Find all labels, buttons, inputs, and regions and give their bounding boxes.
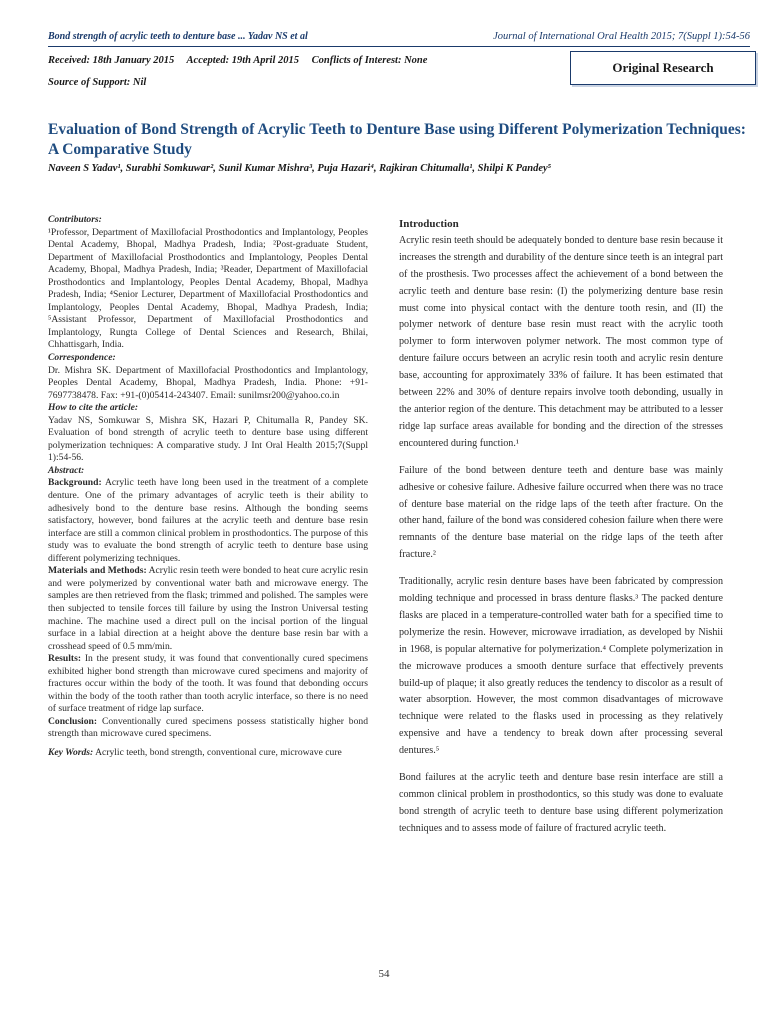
abstract-background bbox=[48, 477, 368, 565]
dates-line bbox=[48, 55, 437, 66]
abstract-methods bbox=[48, 565, 368, 653]
methods-label: Materials and Methods: bbox=[48, 565, 147, 577]
conclusion-label: Conclusion: bbox=[48, 715, 98, 727]
left-column bbox=[48, 214, 368, 760]
cite-heading: How to cite the article: bbox=[48, 402, 139, 414]
article-type-badge: Original Research bbox=[570, 51, 756, 85]
received-date: Received: 18th January 2015 bbox=[48, 55, 175, 66]
methods-text: Acrylic resin teeth were bonded to heat cure acrylic resin and were polymerized by conventional water bath and microwave energy. The samples are then retrieved from the flask; trimmed and polished. The samples were then subjected to tensile forces till failure by using the Instron Universal testing machine. The machine used a direct pull on the incisal portion of the lingual surface in a labial direction at a height above the denture base resin bar with a crosshead speed of 0.5 mm/min. bbox=[48, 565, 369, 652]
support-note: Source of Support: Nil bbox=[48, 77, 147, 88]
results-text: In the present study, it was found that conventionally cured specimens exhibited higher bond strength than microwave cured specimens and majority of fractures occur within the body of the tooth. It was found that debonding occurs within the body of the tooth rather than tooth acrylic interface, so there is no need of surface treatment of ridge lap surface. bbox=[48, 653, 368, 715]
page-number: 54 bbox=[378, 968, 390, 980]
contributors-text: ¹Professor, Department of Maxillofacial Prosthodontics and Implantology, Peoples Dental Academy, Bhopal, Madhya Pradesh, India; ²Post-graduate Student, Department of Maxillofacial Prosthodontics and Implantology, Peoples Dental Academy, Bhopal, Madhya Pradesh, India; ³Reader, Department of Maxillofacial Prosthodontics and Implantology, Peoples Dental Academy, Bhopal, Madhya Pradesh, India; ⁴Senior Lecturer, Department of Maxillofacial Prosthodontics and Implantology, Peoples Dental Academy, Bhopal, Madhya Pradesh, India; ⁵Assistant Professor, Department of Maxillofacial Prosthodontics and Implantology, Rungta College of Dental Sciences and Research, Bhilai, Chhattisgarh, India. bbox=[48, 226, 368, 351]
intro-paragraph-1: Acrylic resin teeth should be adequately bonded to denture base resin because it increases the strength and durability of the denture since teeth is an integral part of the prosthesis. Two processes affect the achievement of a bond between the acrylic teeth and denture base resin: (I) the polymerizing denture base resin must come into physical contact with the denture tooth resin, and (II) the polymer network of denture base resin must react with the acrylic tooth polymer to form interwoven polymer network. The most common type of denture failure occurs between an acrylic resin tooth and acrylic resin denture base, accounting for approximately 33% of failure. It has been estimated that between 22% and 30% of denture repairs involve tooth debonding, usually in the anterior region of the denture. This detachment may be attributed to a lesser ridge lap surface areas available for bonding and the direction of the stresses encountered during function.¹ bbox=[399, 234, 723, 449]
author-list: Naveen S Yadav¹, Surabhi Somkuwar², Sunil Kumar Mishra³, Puja Hazari⁴, Rajkiran Chitumalla¹, Shilpi K Pandey⁵ bbox=[48, 163, 552, 174]
background-text: Acrylic teeth have long been used in the treatment of a complete denture. One of the primary advantages of acrylic teeth is their ability to adhesively bond to the denture base resins. Although the bonding seems satisfactory, however, bond failures at the acrylic teeth and denture base resin interface are still a common clinical problem in prosthodontics. The purpose of this study was to evaluate the bond strength of acrylic teeth to denture base using different polymerizing techniques. bbox=[48, 477, 368, 564]
correspondence-heading: Correspondence: bbox=[48, 352, 116, 364]
results-label: Results: bbox=[48, 653, 82, 665]
abstract-heading: Abstract: bbox=[48, 464, 85, 476]
accepted-date: Accepted: 19th April 2015 bbox=[186, 55, 300, 66]
abstract-conclusion bbox=[48, 716, 368, 741]
background-label: Background: bbox=[48, 477, 102, 489]
conclusion-text: Conventionally cured specimens possess statistically higher bond strength than microwave cured specimens. bbox=[48, 715, 368, 740]
conflicts-note: Conflicts of Interest: None bbox=[311, 55, 428, 66]
running-header-right: Journal of International Oral Health 2015; 7(Suppl 1):54-56 bbox=[493, 31, 750, 42]
right-column bbox=[399, 216, 723, 848]
intro-paragraph-3: Traditionally, acrylic resin denture bases have been fabricated by compression molding technique and processed in brass denture flasks.³ The packed denture flasks are placed in a temperature-controlled water bath for a specified time to polymerize the resin. However, microwave irradiation, as developed by Nishii in 1968, is popular alternative for polymerization.⁴ Complete polymerization in the microwave produces a smooth denture surface that effectively prevents build-up of plaque; it also greatly reduces the tendency to discolor as a result of water absorption. However, the most common disadvantages of microwave technique were related to the flasks used in processing as they relatively expensive and have a tendency to break down after processing several dentures.⁵ bbox=[399, 576, 723, 757]
keywords-text: Acrylic teeth, bond strength, conventional cure, microwave cure bbox=[95, 746, 342, 758]
contributors-heading: Contributors: bbox=[48, 214, 102, 225]
intro-paragraph-4: Bond failures at the acrylic teeth and denture base resin interface are still a common clinical problem in prosthodontics, so this study was done to evaluate bond strength of acrylic teeth to denture base using different polymerization techniques and to assess mode of failure of fractured acrylic teeth. bbox=[399, 772, 723, 834]
intro-paragraph-2: Failure of the bond between denture teeth and denture base was mainly adhesive or cohesive failure. Adhesive failure occurred when there was no trace of denture base material on the ridge laps of the teeth after fracture. On the other hand, failure of the bond was considered cohesion failure when there were remnants of the denture base material on the ridge laps of the teeth after fracture.² bbox=[399, 464, 723, 561]
keywords bbox=[48, 747, 368, 760]
keywords-label: Key Words: bbox=[48, 746, 94, 758]
cite-text: Yadav NS, Somkuwar S, Mishra SK, Hazari P, Chitumalla R, Pandey SK. Evaluation of bond strength of acrylic teeth to denture base using different polymerization techniques: A comparative study. J Int Oral Health 2015;7(Suppl 1):54-56. bbox=[48, 414, 368, 464]
correspondence-text: Dr. Mishra SK. Department of Maxillofacial Prosthodontics and Implantology, Peoples Dental Academy, Bhopal, Madhya Pradesh, India. Phone: +91-7697738478. Fax: +91-(0)05414-243407. Email: sunilmsr200@yahoo.co.in bbox=[48, 364, 368, 401]
running-header-left: Bond strength of acrylic teeth to denture base ... Yadav NS et al bbox=[48, 31, 308, 42]
abstract-results bbox=[48, 653, 368, 716]
article-title: Evaluation of Bond Strength of Acrylic Teeth to Denture Base using Different Polymerization Techniques: A Comparative Study bbox=[48, 121, 746, 158]
header-rule bbox=[48, 46, 750, 47]
introduction-heading: Introduction bbox=[399, 218, 459, 230]
